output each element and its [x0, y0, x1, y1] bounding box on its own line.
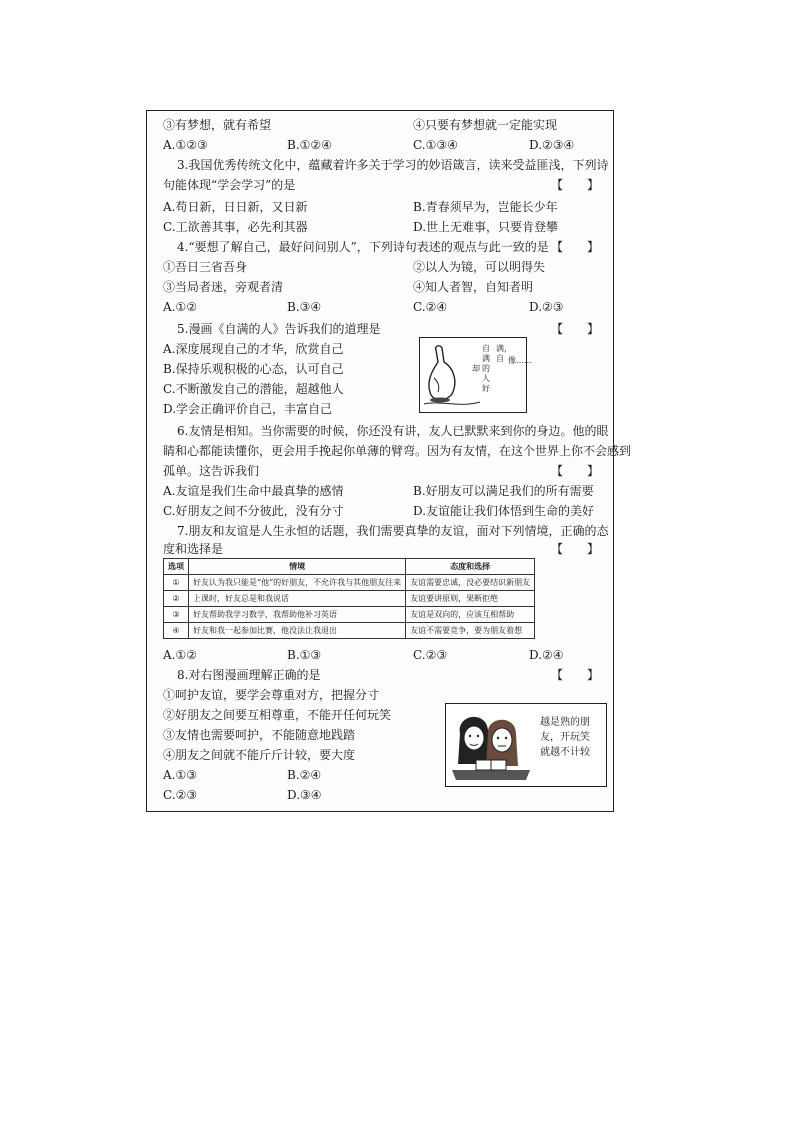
- table-row: [164, 591, 535, 607]
- q4-option-4: ④知人者智，自知者明: [413, 280, 534, 294]
- q8-option-3: ③友情也需要呵护，不能随意地践踏: [163, 728, 356, 742]
- table-cell-attitude: 友谊是双向的，应该互相帮助: [406, 607, 535, 623]
- q7-choice-d: D.②④: [529, 648, 564, 662]
- q5-cartoon-text-3: 像……: [508, 356, 532, 365]
- table-cell-option: ③: [164, 607, 189, 623]
- q6-choice-a: A.友谊是我们生命中最真挚的感情: [163, 484, 344, 498]
- q8-choice-c: C.②③: [163, 788, 198, 802]
- q8-cartoon-caption-1: 越是熟的朋: [540, 717, 590, 728]
- q2-choice-b: B.①②④: [287, 138, 332, 152]
- q3-choice-b: B.青春须早为，岂能长少年: [413, 200, 558, 214]
- table-row: [164, 623, 535, 639]
- q6-stem-line3: 孤单。这告诉我们: [163, 464, 260, 478]
- q2-option-3: ③有梦想，就有希望: [163, 118, 272, 132]
- q2-option-4: ④只要有梦想就一定能实现: [413, 118, 558, 132]
- q4-option-1: ①吾日三省吾身: [163, 260, 248, 274]
- q4-choice-c: C.②④: [413, 300, 448, 314]
- q5-choice-c: C.不断激发自己的潜能，超越他人: [163, 382, 344, 396]
- q6-choice-b: B.好朋友可以满足我们的所有需要: [413, 484, 594, 498]
- q8-cartoon-friends: [445, 703, 607, 787]
- q3-answer-bracket: 【 】: [551, 178, 600, 192]
- q6-choice-d: D.友谊能让我们体悟到生命的美好: [413, 504, 595, 518]
- q8-option-4: ④朋友之间就不能斤斤计较，要大度: [163, 748, 356, 762]
- q7-stem-line1: 7.朋友和友谊是人生永恒的话题，我们需要真挚的友谊，面对下列情境，正确的态: [177, 524, 609, 538]
- table-cell-situation: 上课时，好友总是和我说话: [189, 591, 406, 607]
- q5-cartoon-text-4: 却: [472, 364, 480, 373]
- q5-choice-a: A.深度展现自己的才华，欣赏自己: [163, 342, 344, 356]
- table-row: [164, 607, 535, 623]
- q6-stem-line2: 睛和心都能读懂你，更会用手挽起你单薄的臂弯。因为有友情，在这个世界上你不会感到: [163, 444, 632, 458]
- q7-situation-table: [163, 558, 535, 639]
- q8-choice-a: A.①③: [163, 768, 197, 782]
- q5-answer-bracket: 【 】: [551, 322, 600, 336]
- q5-choice-b: B.保持乐观积极的心态，认可自己: [163, 362, 344, 376]
- q8-choice-b: B.②④: [287, 768, 322, 782]
- q8-stem: 8.对右图漫画理解正确的是: [177, 668, 321, 682]
- table-cell-attitude: 友谊不需要竞争，要为朋友着想: [406, 623, 535, 639]
- q7-choice-a: A.①②: [163, 648, 197, 662]
- q8-option-2: ②好朋友之间要互相尊重，不能开任何玩笑: [163, 708, 392, 722]
- q5-cartoon-text-1: 自满的人好: [482, 344, 490, 393]
- q3-choice-a: A.苟日新，日日新，又日新: [163, 200, 308, 214]
- table-cell-option: ④: [164, 623, 189, 639]
- q6-stem-line1: 6.友情是相知。当你需要的时候，你还没有讲，友人已默默来到你的身边。他的眼: [177, 424, 609, 438]
- q2-choice-d: D.②③④: [529, 138, 575, 152]
- table-cell-option: ①: [164, 575, 189, 591]
- q8-answer-bracket: 【 】: [551, 668, 600, 682]
- q7-stem-line2: 度和选择是: [163, 542, 224, 556]
- q4-option-3: ③当局者迷，旁观者清: [163, 280, 284, 294]
- q4-choice-a: A.①②: [163, 300, 197, 314]
- q8-cartoon-caption-2: 友，开玩笑: [540, 732, 590, 743]
- q8-cartoon-caption-3: 就越不计较: [540, 747, 590, 758]
- table-cell-option: ②: [164, 591, 189, 607]
- q4-stem: 4.“要想了解自己，最好问问别人”，下列诗句表述的观点与此一致的是: [177, 240, 549, 254]
- q6-choice-c: C.好朋友之间不分彼此，没有分寸: [163, 504, 344, 518]
- q5-cartoon-text-2: 满，自: [496, 344, 512, 363]
- exam-page: [146, 110, 632, 812]
- q2-choice-a: A.①②③: [163, 138, 208, 152]
- q7-answer-bracket: 【 】: [551, 542, 600, 556]
- q3-choice-c: C.工欲善其事，必先利其器: [163, 220, 308, 234]
- q7-choice-b: B.①③: [287, 648, 322, 662]
- q6-answer-bracket: 【 】: [551, 464, 600, 478]
- q7-choice-c: C.②③: [413, 648, 448, 662]
- q8-option-1: ①呵护友谊，要学会尊重对方，把握分寸: [163, 688, 380, 702]
- q4-answer-bracket: 【 】: [551, 240, 600, 254]
- q4-choice-d: D.②③: [529, 300, 564, 314]
- q4-choice-b: B.③④: [287, 300, 322, 314]
- q3-stem-line1: 3.我国优秀传统文化中，蕴藏着许多关于学习的妙语箴言，读来受益匪浅，下列诗: [177, 158, 609, 172]
- q3-stem-line2: 句能体现“学会学习”的是: [163, 178, 296, 192]
- table-cell-situation: 好友帮助我学习数学，我帮助他补习英语: [189, 607, 406, 623]
- table-cell-situation: 好友和我一起参加比赛，他没法让我退出: [189, 623, 406, 639]
- q2-choice-c: C.①③④: [413, 138, 458, 152]
- q5-cartoon-self-satisfied: [419, 337, 532, 413]
- table-row: [164, 575, 535, 591]
- table-header-situation: 情境: [189, 559, 406, 575]
- table-header-option: 选项: [164, 559, 189, 575]
- q5-stem: 5.漫画《自满的人》告诉我们的道理是: [177, 322, 381, 336]
- table-cell-situation: 好友认为我只能是“他”的好朋友，不允许我与其他朋友往来: [189, 575, 406, 591]
- table-header-row: [164, 559, 535, 575]
- table-header-attitude: 态度和选择: [406, 559, 535, 575]
- table-cell-attitude: 友谊需要忠诚，没必要结识新朋友: [406, 575, 535, 591]
- q8-choice-d: D.③④: [287, 788, 322, 802]
- q3-choice-d: D.世上无难事，只要肯登攀: [413, 220, 559, 234]
- q5-choice-d: D.学会正确评价自己，丰富自己: [163, 402, 333, 416]
- table-cell-attitude: 友谊要讲原则，果断拒绝: [406, 591, 535, 607]
- q4-option-2: ②以人为镜，可以明得失: [413, 260, 546, 274]
